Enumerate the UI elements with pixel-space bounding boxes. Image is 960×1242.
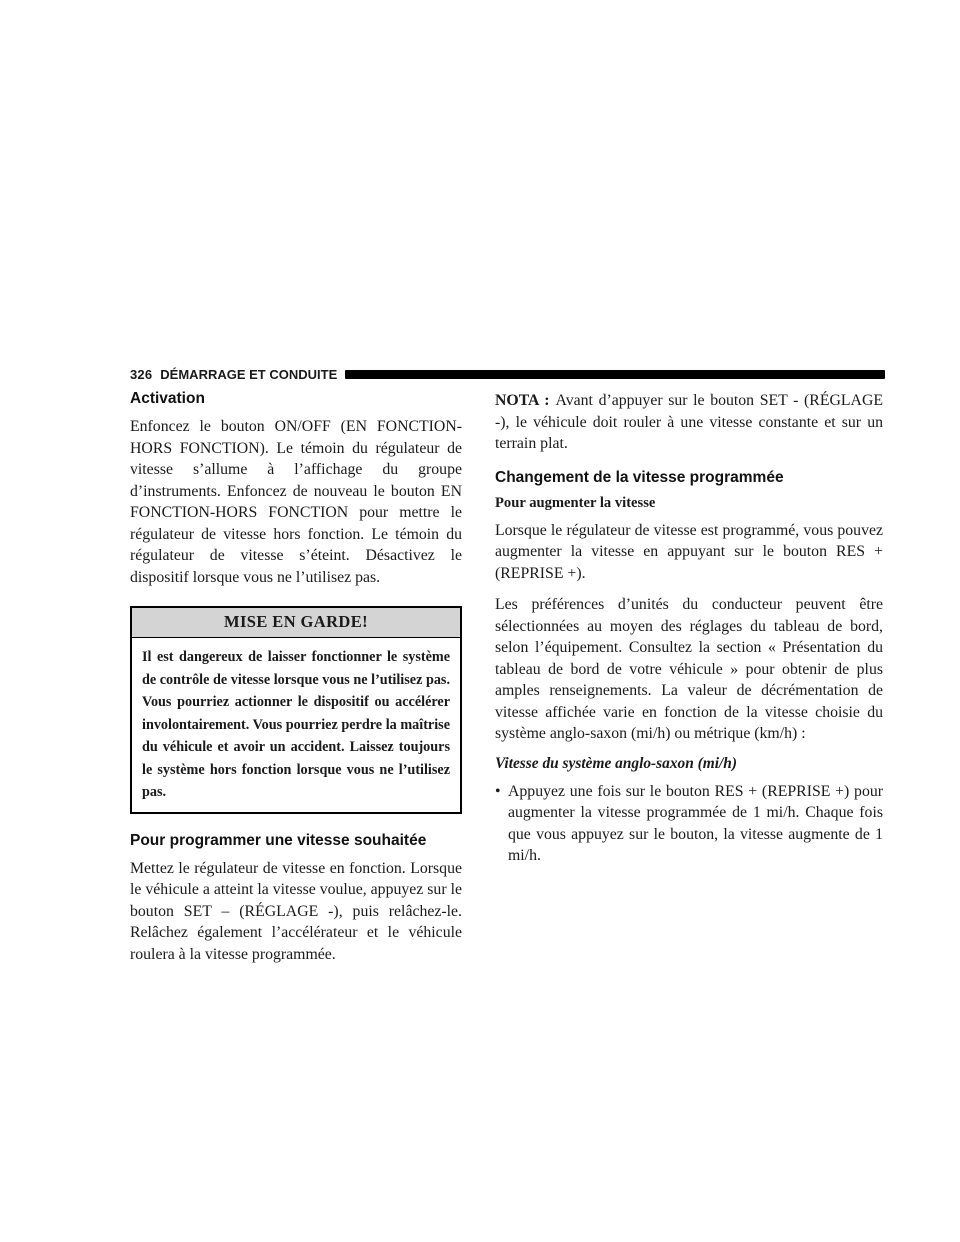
activation-heading: Activation (130, 390, 205, 407)
list-item (495, 781, 883, 867)
program-paragraph: Mettez le régulateur de vitesse en fonction. Lorsque le véhicule a atteint la vitesse voulue, appuyez sur le bouton SET – (RÉGLAGE -), puis relâchez-le. Relâchez également l’accélérateur et le véhicule roulera à la vitesse programmée. (130, 859, 462, 963)
imperial-subheading: Vitesse du système anglo-saxon (mi/h) (495, 754, 737, 772)
bullet-list (495, 781, 883, 867)
header-rule (345, 370, 885, 379)
section-title: DÉMARRAGE ET CONDUITE (160, 366, 338, 382)
left-column (130, 390, 462, 975)
activation-paragraph: Enfoncez le bouton ON/OFF (EN FONCTION-HORS FONCTION). Le témoin du régulateur de vitesse s’allume à l’affichage du groupe d’instruments. Enfoncez de nouveau le bouton EN FONCTION-HORS FONCTION pour mettre le régulateur de vitesse hors fonction. Le témoin du régulateur de vitesse s’éteint. Désactivez le dispositif lorsque vous ne l’utilisez pas. (130, 418, 462, 586)
bullet-icon: • (495, 782, 501, 800)
warning-title: MISE EN GARDE! (132, 608, 460, 638)
nota-paragraph (495, 390, 883, 455)
program-heading: Pour programmer une vitesse souhaitée (130, 831, 427, 849)
change-heading: Changement de la vitesse programmée (495, 468, 784, 486)
nota-label: NOTA : (495, 392, 550, 409)
units-paragraph: Les préférences d’unités du conducteur peuvent être sélectionnées au moyen des réglages du tableau de bord, selon l’équipement. Consultez la section « Présentation du tableau de bord de votre véhicule » pour obtenir de plus amples renseignements. La valeur de décrémentation de vitesse affichée varie en fonction de la vitesse choisie du système anglo-saxon (mi/h) ou métrique (km/h) : (495, 596, 883, 742)
increase-paragraph: Lorsque le régulateur de vitesse est programmé, vous pouvez augmenter la vitesse en appuyant sur le bouton RES + (REPRISE +). (495, 521, 883, 582)
bullet-text: Appuyez une fois sur le bouton RES + (REPRISE +) pour augmenter la vitesse programmée de 1 mi/h. Chaque fois que vous appuyez sur le bouton, la vitesse augmente de 1 mi/h. (508, 782, 883, 864)
page-header (130, 364, 885, 384)
page-number: 326 (130, 366, 153, 382)
right-column (495, 390, 883, 867)
warning-box (130, 606, 462, 814)
nota-text: Avant d’appuyer sur le bouton SET - (RÉGLAGE -), le véhicule doit rouler à une vitesse constante et sur un terrain plat. (495, 392, 884, 452)
warning-text: Il est dangereux de laisser fonctionner le système de contrôle de vitesse lorsque vous ne l’utilisez pas. Vous pourriez actionner le dispositif ou accélérer involontairement. Vous pourriez perdre la maîtrise du véhicule et avoir un accident. Laissez toujours le système hors fonction lorsque vous ne l’utilisez pas. (142, 649, 450, 800)
increase-subheading: Pour augmenter la vitesse (495, 494, 656, 511)
